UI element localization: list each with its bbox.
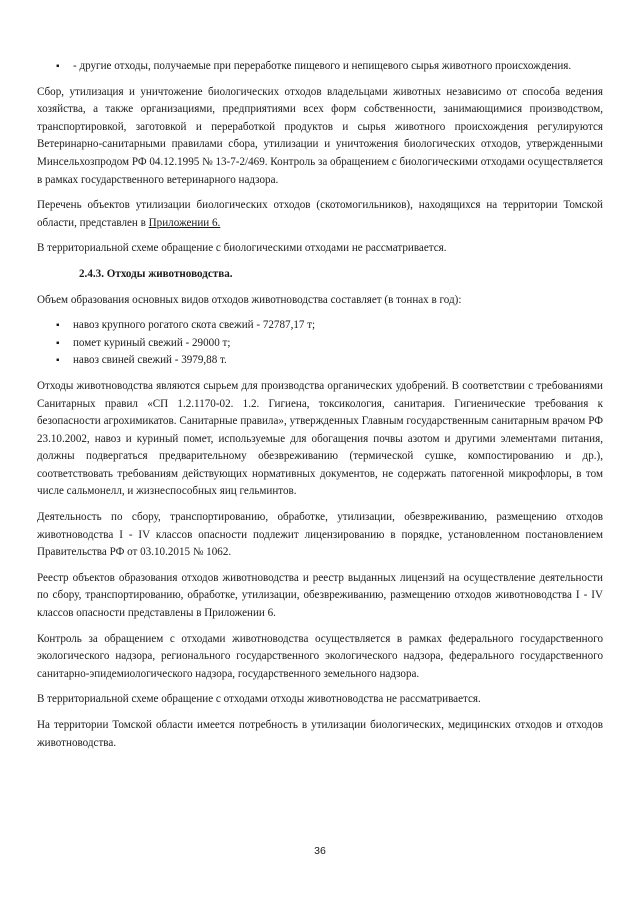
paragraph-registry: Реестр объектов образования отходов животноводства и реестр выданных лицензий на осуществление деятельности по сбору, транспортированию, обработке, утилизации, обезвреживанию, размещению отходов животноводства I - IV классов опасности представлены в Приложении 6. [37,571,603,620]
paragraph-volume-intro: Объем образования основных видов отходов животноводства составляет (в тоннах в год): [37,293,462,306]
section-heading: 2.4.3. Отходы животноводства. [79,267,233,280]
appendix-6-link[interactable]: Приложении 6. [148,216,221,229]
paragraph-licensing: Деятельность по сбору, транспортированию, обработке, утилизации, обезвреживанию, размещению отходов животноводства I - IV классов опасности подлежит лицензированию в порядке, установленном постановлением Правительства РФ от 03.10.2015 № 1062. [37,511,603,559]
list-item: ▪ помет куриный свежий - 29000 т; [37,335,603,353]
paragraph-need: На территории Томской области имеется потребность в утилизации биологических, медицинских отходов и отходов животноводства. [37,719,603,749]
manure-volume-list [37,317,603,370]
list-item: ▪ навоз свиней свежий - 3979,88 т. [37,352,603,370]
paragraph-not-considered: В территориальной схеме обращение с биологическими отходами не рассматривается. [37,242,447,255]
paragraph-text: Перечень объектов утилизации биологических отходов (скотомогильников), находящихся на территории Томской области, представлен в [37,199,603,229]
paragraph-disposal-sites [37,197,603,232]
paragraph-bio-waste-rules: Сбор, утилизация и уничтожение биологических отходов владельцами животных независимо от способа ведения хозяйства, а также организациями, предприятиями всех форм собственности, занимающимися производством, транспортировкой, заготовкой и переработкой продуктов и сырья животного происхождения регулируются Ветеринарно-санитарными правилами сбора, утилизации и уничтожения биологических отходов, утвержденными Минсельхозпродом РФ 04.12.1995 № 13-7-2/469. Контроль за обращением с биологическими отходами осуществляется в рамках государственного ветеринарного надзора. [37,85,603,186]
page-number: 36 [314,845,326,857]
paragraph-supervision: Контроль за обращением с отходами животноводства осуществляется в рамках федерального государственного экологического надзора, регионального государственного экологического надзора, федерального государственного санитарно-эпидемиологического надзора, государственного земельного надзора. [37,632,603,680]
paragraph-fertilizer: Отходы животноводства являются сырьем для производства органических удобрений. В соответствии с требованиями Санитарных правил «СП 1.2.1170-02. 1.2. Гигиена, токсикология, санитария. Гигиенические требования к безопасности агрохимикатов. Санитарные правила», утвержденных Главным государственным санитарным врачом РФ 23.10.2002, навоз и куриный помет, используемые для обогащения почвы азотом и другими элементами питания, должны подвергаться предварительному обезвреживанию (термической сушке, компостированию и др.), соответствовать требованиям действующих нормативных документов, не содержать патогенной микрофлоры, в том числе сальмонелл, и жизнеспособных яиц гельминтов. [37,379,603,498]
list-item: ▪ навоз крупного рогатого скота свежий - 72787,17 т; [37,317,603,335]
paragraph-not-considered-livestock: В территориальной схеме обращение с отходами отходы животноводства не рассматривается. [37,693,481,706]
list-item: ▪ - другие отходы, получаемые при переработке пищевого и непищевого сырья животного происхождения. [37,58,603,76]
